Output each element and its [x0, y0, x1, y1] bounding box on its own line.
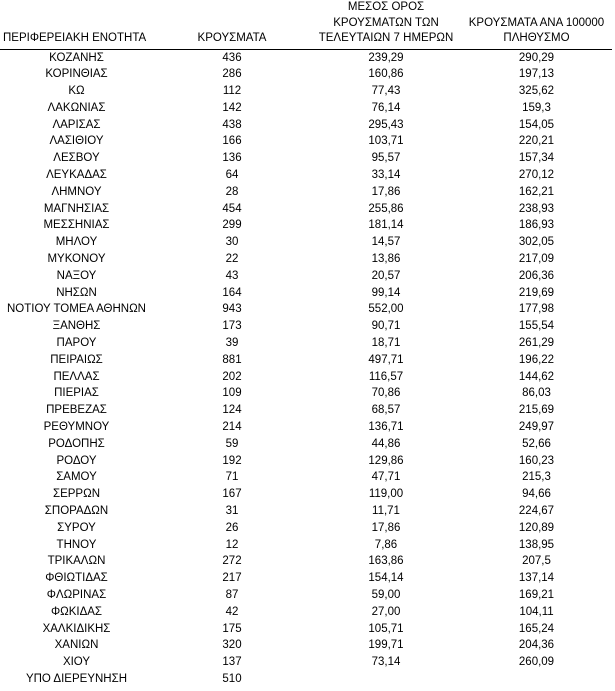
cell-cases: 22: [225, 253, 239, 266]
cell-cases-per-100k: 159,3: [522, 101, 551, 114]
cell-cases-per-100k: 206,36: [518, 269, 555, 282]
cell-regional-unit: ΛΑΚΩΝΙΑΣ: [47, 101, 106, 114]
cell-cases: 31: [225, 505, 239, 518]
cell-cases-per-100k: 238,93: [518, 202, 555, 215]
cell-7day-average: 163,86: [368, 555, 404, 568]
cell-7day-average: [311, 671, 461, 688]
table-row: [0, 654, 612, 671]
cell-cases-per-100k: 207,5: [522, 555, 551, 568]
cell-cases-per-100k: 220,21: [518, 135, 555, 148]
cell-regional-unit: ΛΕΥΚΑΔΑΣ: [46, 169, 107, 182]
cell-regional-unit: ΠΑΡΟΥ: [56, 337, 97, 350]
cell-7day-average: 90,71: [371, 320, 401, 333]
cell-regional-unit: ΡΟΔΟΥ: [56, 454, 97, 467]
cell-7day-average: 17,86: [371, 185, 401, 198]
cell-cases-per-100k: 177,98: [518, 303, 555, 316]
table-row: [0, 268, 612, 285]
table-row: [0, 503, 612, 520]
table-row: [0, 436, 612, 453]
cell-7day-average: 77,43: [371, 85, 401, 98]
cell-7day-average: 14,57: [371, 236, 401, 249]
cell-regional-unit: ΚΟΖΑΝΗΣ: [49, 51, 104, 64]
cell-cases: 109: [222, 387, 242, 400]
table-row: [0, 385, 612, 402]
cell-cases-per-100k: 165,24: [518, 622, 555, 635]
cell-cases-per-100k: 154,05: [518, 118, 555, 131]
table-row: [0, 133, 612, 150]
cell-cases: 881: [222, 353, 242, 366]
cell-regional-unit: ΛΑΣΙΘΙΟΥ: [49, 135, 104, 148]
cell-cases-per-100k: 196,22: [518, 353, 555, 366]
table-row: [0, 537, 612, 554]
table-row: [0, 66, 612, 83]
table-row: [0, 587, 612, 604]
cell-cases-per-100k: [461, 671, 612, 688]
cell-regional-unit: ΥΠΟ ΔΙΕΡΕΥΝΗΣΗ: [25, 672, 128, 685]
cell-cases-per-100k: 260,09: [518, 656, 555, 669]
cell-cases-per-100k: 86,03: [522, 387, 551, 400]
table-row: [0, 217, 612, 234]
cell-cases: 202: [222, 370, 242, 383]
table-header: [0, 0, 612, 49]
cell-regional-unit: ΣΑΜΟΥ: [56, 471, 97, 484]
cell-cases-per-100k: 157,34: [518, 152, 555, 165]
cell-cases-per-100k: 52,66: [522, 437, 551, 450]
cell-cases: 39: [225, 337, 239, 350]
cell-7day-average: 239,29: [368, 51, 404, 64]
table-row: [0, 520, 612, 537]
cell-cases: 26: [225, 521, 239, 534]
cell-7day-average: 18,71: [371, 337, 401, 350]
cell-7day-average: 552,00: [368, 303, 404, 316]
cell-cases: 166: [222, 135, 242, 148]
header-row: [0, 0, 612, 49]
cell-regional-unit: ΛΕΣΒΟΥ: [53, 152, 100, 165]
cell-7day-average: 116,57: [368, 370, 404, 383]
cell-regional-unit: ΣΥΡΟΥ: [57, 521, 96, 534]
cell-cases: 454: [222, 202, 242, 215]
cell-regional-unit: ΜΥΚΟΝΟΥ: [47, 253, 106, 266]
cell-regional-unit: ΠΕΙΡΑΙΩΣ: [50, 353, 103, 366]
cell-7day-average: 255,86: [368, 202, 404, 215]
table-row: [0, 49, 612, 66]
cell-regional-unit: ΤΗΝΟΥ: [56, 538, 97, 551]
cell-cases: 136: [222, 152, 242, 165]
cell-cases-per-100k: 169,21: [518, 589, 555, 601]
cell-cases-per-100k: 138,95: [518, 538, 555, 551]
table-row: [0, 167, 612, 184]
table-row: [0, 469, 612, 486]
table-row: [0, 671, 612, 688]
table-row: [0, 352, 612, 369]
cell-7day-average: 70,86: [371, 387, 401, 400]
cell-cases: 112: [222, 85, 242, 98]
cell-regional-unit: ΜΗΛΟΥ: [55, 236, 98, 249]
table-row: [0, 453, 612, 470]
cell-7day-average: 129,86: [368, 454, 404, 467]
cell-regional-unit: ΝΑΞΟΥ: [56, 269, 97, 282]
cell-cases-per-100k: 204,36: [518, 639, 555, 652]
cell-regional-unit: ΜΑΓΝΗΣΙΑΣ: [43, 202, 110, 215]
table-row: [0, 150, 612, 167]
table-row: [0, 570, 612, 587]
cell-regional-unit: ΠΕΛΛΑΣ: [53, 370, 100, 383]
cell-regional-unit: ΣΕΡΡΩΝ: [52, 488, 101, 501]
cell-regional-unit: ΦΩΚΙΔΑΣ: [50, 605, 103, 618]
cell-cases-per-100k: 249,97: [518, 421, 555, 434]
table-row: [0, 285, 612, 302]
cell-cases: 943: [222, 303, 242, 316]
header-cases: ΚΡΟΥΣΜΑΤΑ: [153, 0, 311, 49]
table-row: [0, 301, 612, 318]
cell-cases-per-100k: 302,05: [518, 236, 555, 249]
cell-cases-per-100k: 215,3: [522, 471, 551, 484]
cell-regional-unit: ΧΑΛΚΙΔΙΚΗΣ: [42, 622, 111, 635]
table-row: [0, 621, 612, 638]
cell-7day-average: 27,00: [371, 605, 401, 618]
cell-7day-average: 47,71: [371, 471, 401, 484]
cell-regional-unit: ΜΕΣΣΗΝΙΑΣ: [43, 219, 110, 232]
cell-7day-average: 95,57: [371, 152, 401, 165]
cell-cases: 124: [222, 404, 242, 417]
table-row: [0, 184, 612, 201]
cell-regional-unit: ΧΙΟΥ: [62, 656, 91, 669]
table-row: [0, 369, 612, 386]
table-row: [0, 251, 612, 268]
cell-7day-average: 154,14: [368, 572, 404, 585]
cell-cases-per-100k: 224,67: [518, 505, 555, 518]
cell-7day-average: 181,14: [368, 219, 404, 232]
header-cases-per-100k: ΚΡΟΥΣΜΑΤΑ ΑΝΑ 100000 ΠΛΗΘΥΣΜΟ: [461, 0, 612, 49]
cell-regional-unit: ΝΟΤΙΟΥ ΤΟΜΕΑ ΑΘΗΝΩΝ: [7, 303, 146, 316]
cell-cases-per-100k: 104,11: [519, 605, 554, 618]
cell-cases-per-100k: 94,66: [522, 488, 551, 501]
cell-7day-average: 99,14: [371, 286, 401, 299]
cell-cases: 43: [225, 269, 239, 282]
cell-cases-per-100k: 120,89: [518, 521, 555, 534]
cell-cases: 28: [225, 185, 239, 198]
cell-7day-average: 103,71: [368, 135, 404, 148]
cell-7day-average: 20,57: [371, 269, 401, 282]
cell-regional-unit: ΦΘΙΩΤΙΔΑΣ: [45, 572, 108, 585]
cell-cases: 173: [222, 320, 242, 333]
table-row: [0, 335, 612, 352]
cell-cases-per-100k: 197,13: [518, 68, 555, 81]
cell-7day-average: 59,00: [371, 589, 401, 601]
table-row: [0, 604, 612, 621]
cell-regional-unit: ΚΟΡΙΝΘΙΑΣ: [45, 68, 108, 81]
cell-7day-average: 160,86: [368, 68, 404, 81]
cell-cases: 272: [222, 555, 242, 568]
cell-7day-average: 11,71: [372, 505, 400, 518]
cell-7day-average: 199,71: [368, 639, 404, 652]
cell-cases: 214: [222, 421, 242, 434]
cell-7day-average: 7,86: [374, 538, 398, 551]
cell-cases-per-100k: 186,93: [518, 219, 555, 232]
table-row: [0, 419, 612, 436]
cell-cases-per-100k: 325,62: [518, 85, 555, 98]
cell-cases: 64: [225, 169, 239, 182]
table-row: [0, 553, 612, 570]
cell-cases: 438: [222, 118, 242, 131]
table-row: [0, 486, 612, 503]
cell-cases: 142: [222, 101, 242, 114]
cell-cases: 87: [225, 589, 239, 601]
cell-cases-per-100k: 215,69: [518, 404, 555, 417]
cell-7day-average: 136,71: [368, 421, 404, 434]
cell-cases: 12: [225, 538, 239, 551]
cell-cases: 42: [225, 605, 239, 618]
cell-cases: 71: [225, 471, 239, 484]
table-row: [0, 402, 612, 419]
cell-regional-unit: ΡΟΔΟΠΗΣ: [48, 437, 105, 450]
cell-cases-per-100k: 217,09: [518, 253, 555, 266]
cell-cases: 167: [222, 488, 242, 501]
cell-cases-per-100k: 155,54: [518, 320, 555, 333]
table-row: [0, 234, 612, 251]
cell-7day-average: 105,71: [368, 622, 404, 635]
cell-7day-average: 33,14: [371, 169, 401, 182]
cell-regional-unit: ΣΠΟΡΑΔΩΝ: [44, 505, 109, 518]
cell-7day-average: 44,86: [371, 437, 401, 450]
cell-regional-unit: ΚΩ: [68, 85, 85, 98]
cell-cases: 59: [225, 437, 239, 450]
table-row: [0, 100, 612, 117]
cell-cases: 30: [225, 236, 239, 249]
header-regional-unit: ΠΕΡΙΦΕΡΕΙΑΚΗ ΕΝΟΤΗΤΑ: [0, 0, 153, 49]
table-row: [0, 117, 612, 134]
cell-cases: 510: [222, 672, 242, 685]
cell-cases: 217: [222, 572, 242, 585]
cell-7day-average: 497,71: [368, 353, 404, 366]
cell-cases-per-100k: 137,14: [518, 572, 555, 585]
table-row: [0, 637, 612, 654]
cell-cases-per-100k: 270,12: [518, 169, 555, 182]
cell-7day-average: 73,14: [371, 656, 401, 669]
cell-cases-per-100k: 162,21: [518, 185, 555, 198]
cell-cases-per-100k: 261,29: [518, 337, 555, 350]
cell-cases-per-100k: 160,23: [518, 454, 555, 467]
cell-regional-unit: ΦΛΩΡΙΝΑΣ: [46, 589, 107, 601]
cell-regional-unit: ΛΑΡΙΣΑΣ: [52, 118, 101, 131]
cell-cases: 175: [222, 622, 242, 635]
cell-regional-unit: ΛΗΜΝΟΥ: [51, 185, 102, 198]
cell-7day-average: 68,57: [371, 404, 401, 417]
cell-regional-unit: ΠΙΕΡΙΑΣ: [54, 387, 99, 400]
cell-regional-unit: ΤΡΙΚΑΛΩΝ: [47, 555, 106, 568]
cell-7day-average: 76,14: [371, 101, 401, 114]
cell-regional-unit: ΧΑΝΙΩΝ: [54, 639, 99, 652]
table-row: [0, 201, 612, 218]
cell-cases: 286: [222, 68, 242, 81]
table-body: [0, 49, 612, 688]
cell-7day-average: 295,43: [368, 118, 404, 131]
cell-7day-average: 13,86: [371, 253, 401, 266]
cell-cases-per-100k: 290,29: [518, 51, 555, 64]
cell-cases-per-100k: 144,62: [518, 370, 555, 383]
cell-7day-average: 17,86: [371, 521, 401, 534]
cell-7day-average: 119,00: [368, 488, 404, 501]
cell-cases: 137: [222, 656, 242, 669]
cell-cases: 320: [222, 639, 242, 652]
table-row: [0, 83, 612, 100]
cell-regional-unit: ΞΑΝΘΗΣ: [52, 320, 101, 333]
cell-cases: 299: [222, 219, 242, 232]
cell-regional-unit: ΡΕΘΥΜΝΟΥ: [43, 421, 110, 434]
cell-cases: 164: [222, 286, 242, 299]
cell-regional-unit: ΝΗΣΩΝ: [56, 286, 97, 299]
cell-regional-unit: ΠΡΕΒΕΖΑΣ: [46, 404, 107, 417]
cell-cases-per-100k: 219,69: [518, 286, 555, 299]
cell-cases: 436: [222, 51, 242, 64]
table-row: [0, 318, 612, 335]
header-7day-average: ΜΕΣΟΣ ΟΡΟΣ ΚΡΟΥΣΜΑΤΩΝ ΤΩΝ ΤΕΛΕΥΤΑΙΩΝ 7 ΗΜΕΡΩΝ: [311, 0, 461, 49]
cell-cases: 192: [222, 454, 242, 467]
